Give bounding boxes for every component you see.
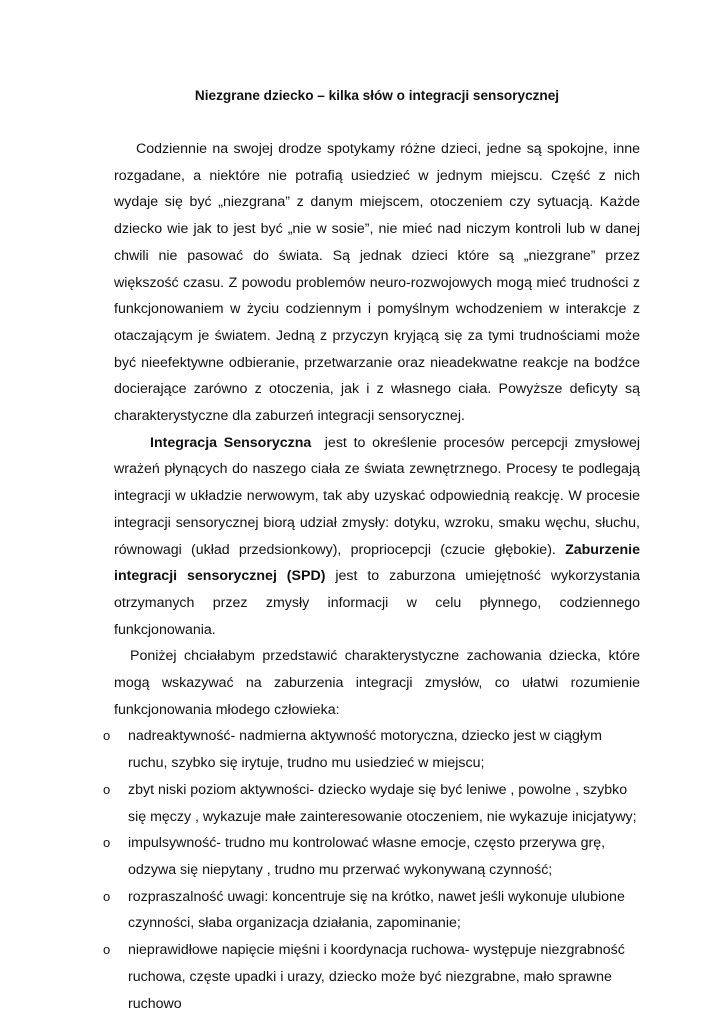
paragraph-behaviors-intro: Poniżej chciałabym przedstawić charakterystyczne zachowania dziecka, które mogą wskazywać na zaburzenia integracji zmysłów, co ułatwi rozumienie funkcjonowania młodego człowieka:: [114, 648, 640, 718]
document-title: Niezgrane dziecko – kilka słów o integracji sensorycznej: [194, 88, 560, 103]
list-item: [103, 884, 640, 937]
term-spd: Zaburzenie integracji sensorycznej (SPD): [114, 541, 640, 585]
document-page: [103, 86, 640, 1017]
behavior-list: [103, 723, 640, 1017]
list-item: [103, 777, 640, 830]
paragraph-definition: [114, 430, 640, 644]
definition-text-a: jest to określenie procesów percepcji zmysłowej wrażeń płynących do naszego ciała ze świata zewnętrznego. Procesy te podlegają integracji w układzie nerwowym, tak aby uzyskać odpowiednią reakcję. W procesie integracji sensorycznej biorą udział zmysły: dotyku, wzroku, smaku węchu, słuchu, równowagi (układ przedsionkowy), propriocepcji (czucie głębokie).: [114, 434, 640, 558]
list-item-text: zbyt niski poziom aktywności- dziecko wydaje się być leniwe , powolne , szybko się męczy , wykazuje małe zainteresowanie otoczeniem, nie wykazuje inicjatywy;: [128, 781, 637, 825]
bullet-marker: o: [103, 888, 111, 904]
bullet-marker: o: [103, 835, 111, 851]
list-item-text: impulsywność- trudno mu kontrolować własne emocje, często przerywa grę, odzywa się niepytany , trudno mu przerwać wykonywaną czynność;: [128, 835, 606, 878]
list-item: [103, 723, 640, 776]
bullet-marker: o: [103, 942, 111, 958]
list-item-text: nieprawidłowe napięcie mięśni i koordynacja ruchowa- występuje niezgrabność ruchowa, częste upadki i urazy, dziecko może być niezgrabne, mało sprawne ruchowo: [128, 942, 625, 1012]
list-item: [103, 937, 640, 1017]
paragraph-intro: Codziennie na swojej drodze spotykamy różne dzieci, jedne są spokojne, inne rozgadane, a niektóre nie potrafią usiedzieć w jednym miejscu. Część z nich wydaje się być „niezgrana” z danym miejscem, otoczeniem czy sytuacją. Każde dziecko wie jak to jest być „nie w sosie”, nie mieć nad niczym kontroli lub w danej chwili nie pasować do świata. Są jednak dzieci które są „niezgrane” przez większość czasu. Z powodu problemów neuro-rozwojowych mogą mieć trudności z funkcjonowaniem w życiu codziennym i pomyślnym wchodzeniem w interakcje z otaczającym je światem. Jedną z przyczyn kryjącą się za tymi trudnościami może być nieefektywne odbieranie, przetwarzanie oraz nieadekwatne reakcje na bodźce docierające zarówno z otoczenia, jak i z własnego ciała. Powyższe deficyty są charakterystyczne dla zaburzeń integracji sensorycznej.: [114, 141, 640, 425]
bullet-marker: o: [103, 728, 111, 744]
definition-text-b: jest to zaburzona umiejętność wykorzystania otrzymanych przez zmysły informacji w celu płynnego, codziennego funkcjonowania.: [114, 568, 640, 638]
list-item-text: nadreaktywność- nadmierna aktywność motoryczna, dziecko jest w ciągłym ruchu, szybko się irytuje, trudno mu usiedzieć w miejscu;: [128, 728, 602, 772]
bullet-marker: o: [103, 781, 111, 797]
list-item: [103, 830, 640, 883]
term-sensory-integration: Integracja Sensoryczna: [150, 434, 312, 451]
list-item-text: rozpraszalność uwagi: koncentruje się na krótko, nawet jeśli wykonuje ulubione czynności, słaba organizacja działania, zapominanie;: [128, 888, 625, 932]
